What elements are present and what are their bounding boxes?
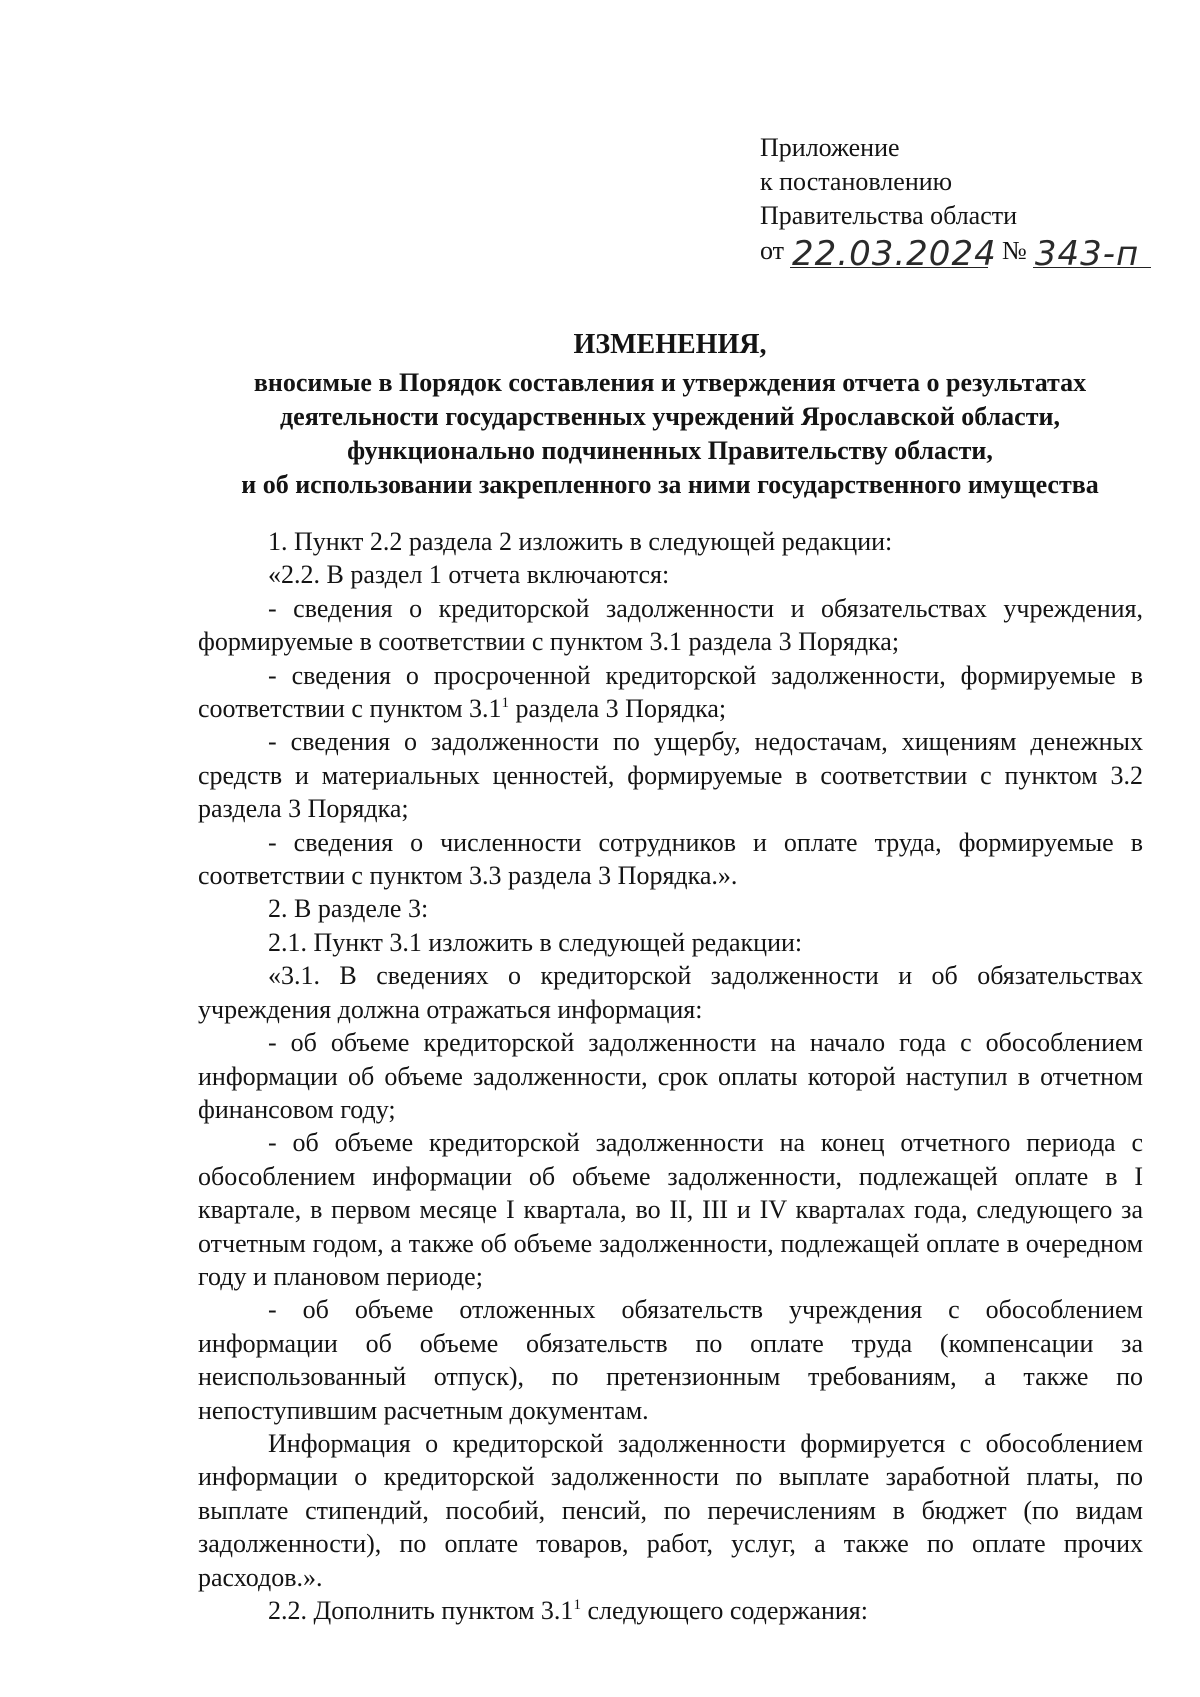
annex-date-number-row — [760, 233, 1151, 274]
annex-line-2: к постановлению — [760, 167, 953, 196]
date-handwritten: 22.03.2024 — [792, 234, 997, 274]
superscript-2: 1 — [573, 1597, 581, 1613]
title-subtitle-line-3: функционально подчиненных Правительству области, — [347, 436, 993, 465]
title-subtitle-line-1: вносимые в Порядок составления и утверждения отчета о результатах — [253, 368, 1087, 397]
paragraph-14-text-a: 2.2. Дополнить пунктом 3.1 — [268, 1596, 574, 1625]
title-subtitle-line-4: и об использовании закрепленного за ними государственного имущества — [241, 470, 1099, 499]
paragraph-4-text-a: - сведения о просроченной кредиторской задолженности, формируемые в соответствии с пунктом 3.1 — [198, 660, 1143, 724]
date-field — [790, 233, 997, 274]
paragraph-2: «2.2. В раздел 1 отчета включаются: — [268, 560, 670, 590]
superscript-1: 1 — [501, 695, 510, 712]
annex-line-1: Приложение — [760, 133, 900, 162]
document-body — [198, 525, 1143, 1627]
paragraph-5: - сведения о задолженности по ущербу, недостачам, хищениям денежных средств и материальных ценностей, формируемые в соответствии с пунктом 3.2 раздела 3 Порядка; — [198, 727, 1143, 824]
paragraph-10: - об объеме кредиторской задолженности на начало года с обособлением информации об объеме задолженности, срок оплаты которой наступил в отчетном финансовом году; — [198, 1028, 1143, 1124]
paragraph-1: 1. Пункт 2.2 раздела 2 изложить в следующей редакции: — [268, 527, 893, 556]
paragraph-13: Информация о кредиторской задолженности формируется с обособлением информации о кредиторской задолженности по выплате заработной платы, по выплате стипендий, пособий, пенсий, по перечислениям в бюджет (по видам задолженности), по оплате товаров, работ, услуг, а также по оплате прочих расходов.». — [198, 1428, 1143, 1592]
paragraph-12: - об объеме отложенных обязательств учреждения с обособлением информации об объеме обязательств по оплате труда (компенсации за неиспользованный отпуск), по претензионным требованиям, а также по непоступившим расчетным документам. — [198, 1295, 1143, 1425]
number-handwritten: 343-п — [1034, 234, 1140, 274]
annex-line-3: Правительства области — [760, 201, 1018, 230]
paragraph-6: - сведения о численности сотрудников и оплате труда, формируемые в соответствии с пунктом 3.3 раздела 3 Порядка.». — [198, 827, 1143, 891]
paragraph-14-text-b: следующего содержания: — [580, 1596, 868, 1625]
paragraph-8: 2.1. Пункт 3.1 изложить в следующей редакции: — [268, 927, 803, 957]
title-heading: ИЗМЕНЕНИЯ, — [573, 329, 767, 360]
title-subtitle-line-2: деятельности государственных учреждений Ярославской области, — [280, 402, 1060, 431]
paragraph-14 — [198, 1594, 1143, 1627]
paragraph-3: - сведения о кредиторской задолженности и обязательствах учреждения, формируемые в соответствии с пунктом 3.1 раздела 3 Порядка; — [198, 593, 1143, 657]
paragraph-7: 2. В разделе 3: — [268, 894, 429, 924]
paragraph-9: «3.1. В сведениях о кредиторской задолженности и об обязательствах учреждения должна отражаться информация: — [198, 961, 1143, 1024]
annex-block — [760, 131, 1151, 274]
paragraph-4-text-b: раздела 3 Порядка; — [509, 694, 727, 724]
number-prefix: № — [1002, 236, 1027, 265]
date-prefix: от — [760, 236, 785, 265]
paragraph-4 — [198, 659, 1143, 726]
paragraph-11: - об объеме кредиторской задолженности на конец отчетного периода с обособлением информации об объеме задолженности, подлежащей оплате в I квартале, в первом месяце I квартала, во II, III и IV кварталах года, следующего за отчетным годом, а также об объеме задолженности, подлежащей оплате в очередном году и плановом периоде; — [198, 1128, 1143, 1291]
number-field — [1033, 233, 1151, 274]
document-title — [190, 328, 1150, 502]
